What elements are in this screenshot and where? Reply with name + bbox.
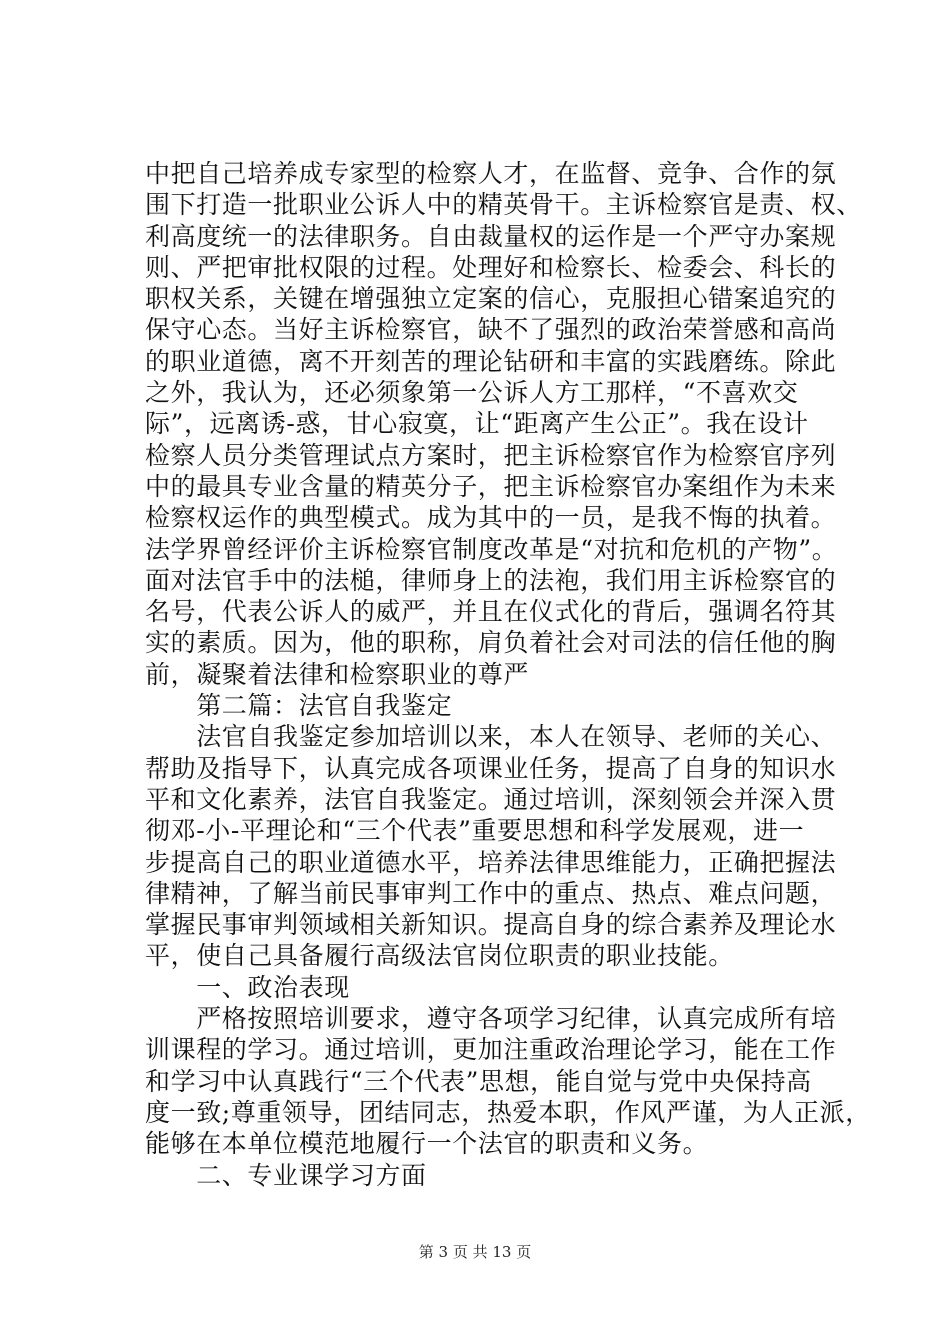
section-heading: 第二篇：法官自我鉴定: [145, 691, 453, 721]
text-line: 检察人员分类管理试点方案时，把主诉检察官作为检察官序列: [145, 440, 837, 470]
text-line: 度一致;尊重领导，团结同志，热爱本职，作风严谨，为人正派，: [145, 1097, 871, 1127]
text-line: 平和文化素养，法官自我鉴定。通过培训，深刻领会并深入贯: [145, 784, 837, 814]
section-heading: 二、专业课学习方面: [145, 1160, 427, 1190]
text-line: 法官自我鉴定参加培训以来，本人在领导、老师的关心、: [145, 722, 837, 752]
text-line: 帮助及指导下，认真完成各项课业任务，提高了自身的知识水: [145, 753, 837, 783]
text-line: 检察权运作的典型模式。成为其中的一员，是我不悔的执着。: [145, 503, 837, 533]
text-line: 彻邓-小-平理论和“三个代表”重要思想和科学发展观，进一: [145, 816, 805, 846]
text-line: 面对法官手中的法槌，律师身上的法袍，我们用主诉检察官的: [145, 565, 837, 595]
text-line: 严格按照培训要求，遵守各项学习纪律，认真完成所有培: [145, 1004, 837, 1034]
text-line: 围下打造一批职业公诉人中的精英骨干。主诉检察官是责、权、: [145, 190, 862, 220]
text-line: 职权关系，关键在增强独立定案的信心，克服担心错案追究的: [145, 284, 837, 314]
text-line: 法学界曾经评价主诉检察官制度改革是“对抗和危机的产物”。: [145, 534, 838, 564]
text-line: 和学习中认真践行“三个代表”思想，能自觉与党中央保持高: [145, 1066, 812, 1096]
text-line: 名号，代表公诉人的威严，并且在仪式化的背后，强调名符其: [145, 597, 837, 627]
text-line: 能够在本单位模范地履行一个法官的职责和义务。: [145, 1129, 709, 1159]
text-line: 则、严把审批权限的过程。处理好和检察长、检委会、科长的: [145, 252, 837, 282]
text-line: 掌握民事审判领域相关新知识。提高自身的综合素养及理论水: [145, 910, 837, 940]
section-heading: 一、政治表现: [145, 972, 350, 1002]
text-line: 训课程的学习。通过培训，更加注重政治理论学习，能在工作: [145, 1035, 837, 1065]
text-line: 保守心态。当好主诉检察官，缺不了强烈的政治荣誉感和高尚: [145, 315, 837, 345]
text-line: 之外，我认为，还必须象第一公诉人方工那样，“不喜欢交: [145, 378, 799, 408]
text-line: 平，使自己具备履行高级法官岗位职责的职业技能。: [145, 941, 734, 971]
text-line: 利高度统一的法律职务。自由裁量权的运作是一个严守办案规: [145, 221, 837, 251]
document-body: [145, 158, 871, 1191]
text-line: 步提高自己的职业道德水平，培养法律思维能力，正确把握法: [145, 847, 837, 877]
text-line: 实的素质。因为，他的职称，肩负着社会对司法的信任他的胸: [145, 628, 837, 658]
text-line: 的职业道德，离不开刻苦的理论钻研和丰富的实践磨练。除此: [145, 346, 837, 376]
page-number-footer: 第 3 页 共 13 页: [418, 1243, 532, 1261]
text-line: 前，凝聚着法律和检察职业的尊严: [145, 659, 530, 689]
text-line: 际”，远离诱-惑，甘心寂寞，让“距离产生公正”。我在设计: [145, 409, 809, 439]
text-line: 中把自己培养成专家型的检察人才，在监督、竞争、合作的氛: [145, 159, 837, 188]
text-line: 中的最具专业含量的精英分子，把主诉检察官办案组作为未来: [145, 471, 837, 501]
text-line: 律精神，了解当前民事审判工作中的重点、热点、难点问题，: [145, 878, 837, 908]
